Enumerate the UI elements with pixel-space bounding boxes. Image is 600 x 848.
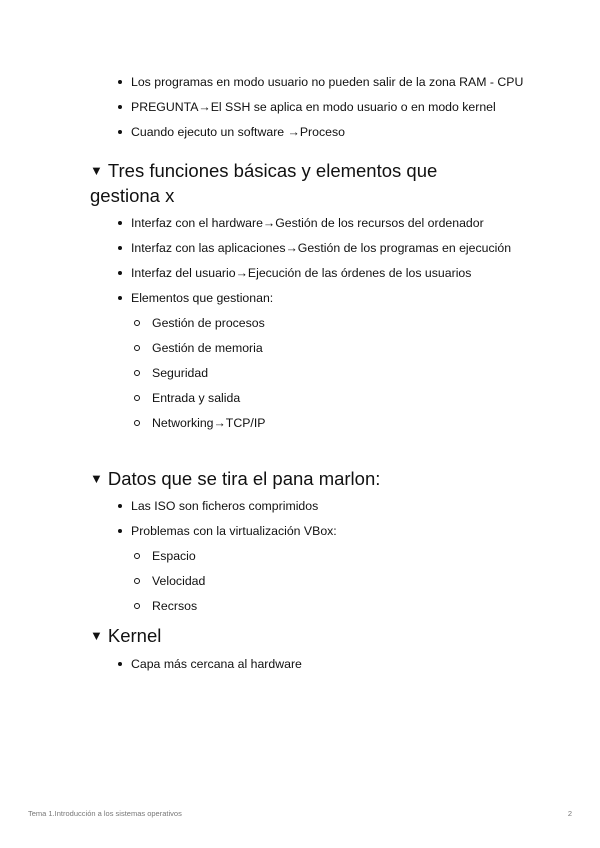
list-item-elementos — [117, 289, 537, 432]
sublist-item: Gestión de procesos — [131, 314, 537, 332]
sublist-item: Velocidad — [131, 572, 537, 590]
list-item-text: Problemas con la virtualización VBox: — [131, 524, 337, 538]
sublist-item: Recrsos — [131, 597, 537, 615]
toggle-triangle-icon[interactable]: ▼ — [90, 163, 103, 178]
section-heading-datos[interactable] — [90, 466, 510, 491]
section-heading-funciones[interactable] — [90, 158, 510, 208]
sublist-item: Entrada y salida — [131, 389, 537, 407]
section-list-kernel — [117, 655, 537, 680]
list-item: Interfaz con el hardware→Gestión de los recursos del ordenador — [117, 214, 537, 232]
list-item: Cuando ejecuto un software →Proceso — [117, 123, 537, 141]
list-item-problemas — [117, 522, 537, 615]
intro-list — [117, 73, 537, 148]
section-list-datos — [117, 497, 537, 622]
toggle-triangle-icon[interactable]: ▼ — [90, 471, 103, 486]
sublist-item: Networking→TCP/IP — [131, 414, 537, 432]
sublist-elementos — [131, 314, 537, 432]
sublist-item: Espacio — [131, 547, 537, 565]
sublist-problemas — [131, 547, 537, 615]
toggle-triangle-icon[interactable]: ▼ — [90, 628, 103, 643]
list-item: Interfaz con las aplicaciones→Gestión de los programas en ejecución — [117, 239, 537, 257]
footer-page-number: 2 — [567, 809, 572, 818]
section-heading-kernel[interactable] — [90, 623, 510, 648]
section-title: Tres funciones básicas y elementos que gestiona x — [90, 160, 438, 206]
list-item: PREGUNTA→El SSH se aplica en modo usuario o en modo kernel — [117, 98, 537, 116]
list-item: Los programas en modo usuario no pueden salir de la zona RAM - CPU — [117, 73, 537, 91]
list-item: Interfaz del usuario→Ejecución de las órdenes de los usuarios — [117, 264, 537, 282]
sublist-item: Seguridad — [131, 364, 537, 382]
list-item: Capa más cercana al hardware — [117, 655, 537, 673]
list-item-text: Elementos que gestionan: — [131, 291, 274, 305]
section-title: Datos que se tira el pana marlon: — [107, 468, 381, 489]
footer-doc-title: Tema 1.Introducción a los sistemas operativos — [28, 809, 182, 818]
section-list-funciones — [117, 214, 537, 439]
section-title: Kernel — [107, 625, 162, 646]
list-item: Las ISO son ficheros comprimidos — [117, 497, 537, 515]
sublist-item: Gestión de memoria — [131, 339, 537, 357]
